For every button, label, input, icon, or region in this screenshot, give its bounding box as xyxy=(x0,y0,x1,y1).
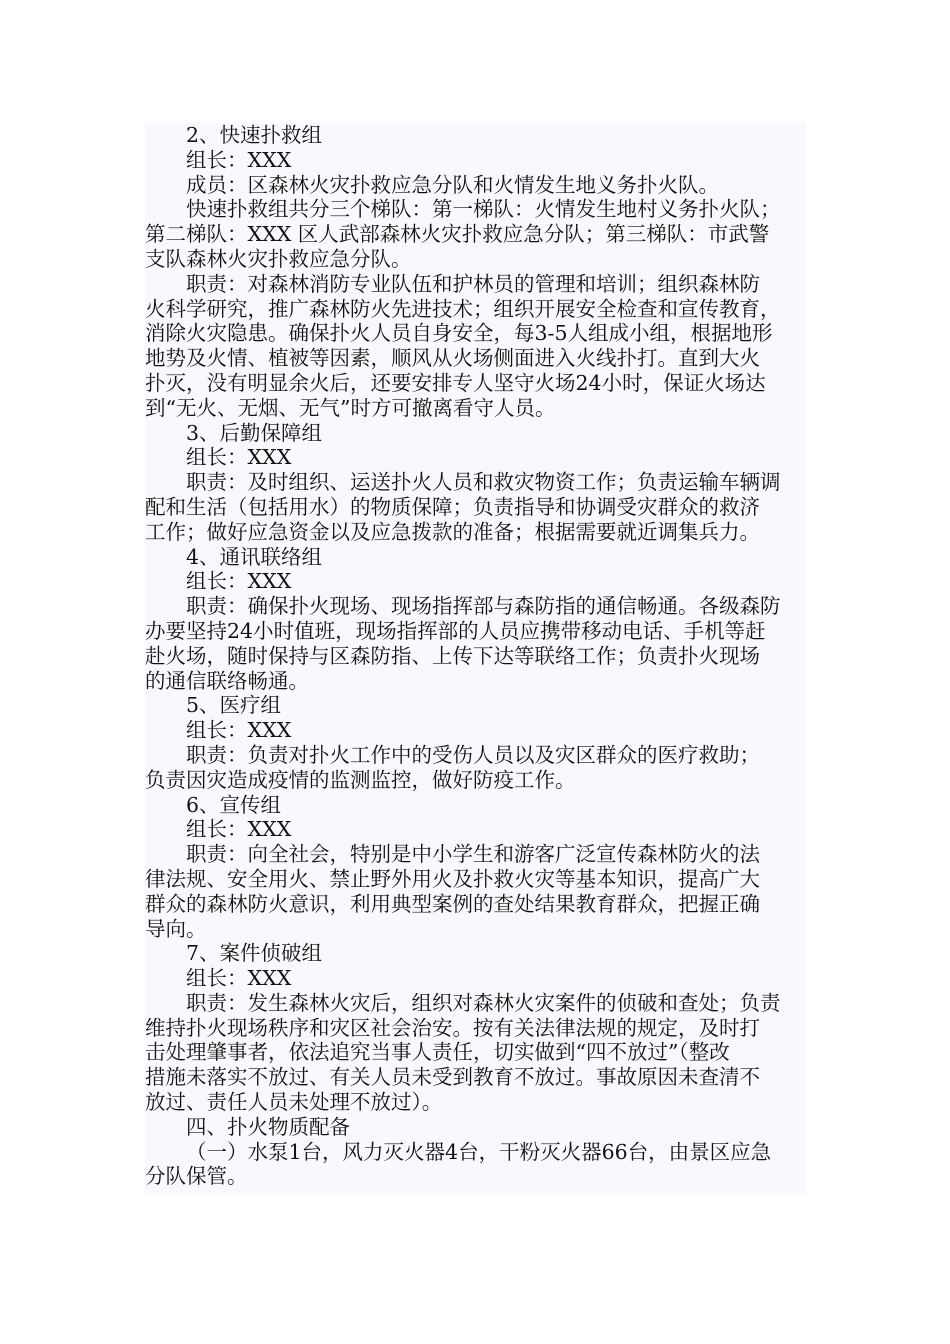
text-line: 律法规、安全用火、禁止野外用火及扑救火灾等基本知识，提高广大 xyxy=(145,866,760,891)
text-line: 办要坚持24小时值班，现场指挥部的人员应携带移动电话、手机等赶 xyxy=(145,618,766,643)
text-line: 职责：确保扑火现场、现场指挥部与森防指的通信畅通。各级森防 xyxy=(186,594,781,619)
document-body xyxy=(145,123,806,1195)
text-line: 快速扑救组共分三个梯队：第一梯队：火情发生地村义务扑火队； xyxy=(186,197,781,222)
text-line: 7、案件侦破组 xyxy=(186,941,323,966)
text-line: 击处理肇事者，依法追究当事人责任，切实做到“四不放过”（整改 xyxy=(145,1040,730,1065)
text-line: 职责：对森林消防专业队伍和护林员的管理和培训；组织森林防 xyxy=(186,271,760,296)
text-line: 组长：XXX xyxy=(186,817,292,842)
text-line: 措施未落实不放过、有关人员未受到教育不放过。事故原因未查清不 xyxy=(145,1065,760,1090)
text-line: 组长：XXX xyxy=(186,966,292,991)
text-line: 支队森林火灾扑救应急分队。 xyxy=(145,246,412,271)
text-line: 组长：XXX xyxy=(186,445,292,470)
text-line: 火科学研究，推广森林防火先进技术；组织开展安全检查和宣传教育， xyxy=(145,296,781,321)
text-line: 5、医疗组 xyxy=(186,693,282,718)
text-line: 放过、责任人员未处理不放过）。 xyxy=(145,1090,443,1115)
text-line: 第二梯队：XXX 区人武部森林火灾扑救应急分队；第三梯队：市武警 xyxy=(145,222,770,247)
text-line: 职责：向全社会，特别是中小学生和游客广泛宣传森林防火的法 xyxy=(186,842,760,867)
text-line: 4、通讯联络组 xyxy=(186,544,323,569)
text-line: 四、扑火物质配备 xyxy=(186,1114,350,1139)
text-line: 扑灭，没有明显余火后，还要安排专人坚守火场24小时，保证火场达 xyxy=(145,370,766,395)
text-line: 的通信联络畅通。 xyxy=(145,668,309,693)
text-line: 地势及火情、植被等因素，顺风从火场侧面进入火线扑打。直到大火 xyxy=(145,346,760,371)
text-line: 负责因灾造成疫情的监测监控，做好防疫工作。 xyxy=(145,767,576,792)
text-line: 维持扑火现场秩序和灾区社会治安。按有关法律法规的规定，及时打 xyxy=(145,1015,760,1040)
text-line: 工作；做好应急资金以及应急拨款的准备；根据需要就近调集兵力。 xyxy=(145,519,760,544)
text-line: 职责：发生森林火灾后，组织对森林火灾案件的侦破和查处；负责 xyxy=(186,990,781,1015)
text-line: 赴火场，随时保持与区森防指、上传下达等联络工作；负责扑火现场 xyxy=(145,643,760,668)
text-line: 群众的森林防火意识，利用典型案例的查处结果教育群众，把握正确 xyxy=(145,891,760,916)
text-line: 到“无火、无烟、无气”时方可撤离看守人员。 xyxy=(145,395,556,420)
text-line: 导向。 xyxy=(145,916,207,941)
text-line: 6、宣传组 xyxy=(186,792,282,817)
text-line: （一）水泵1台，风力灭火器4台，干粉灭火器66台，由景区应急 xyxy=(186,1139,772,1164)
text-line: 组长：XXX xyxy=(186,718,292,743)
text-line: 组长：XXX xyxy=(186,569,292,594)
text-line: 消除火灾隐患。确保扑火人员自身安全，每3-5人组成小组，根据地形 xyxy=(145,321,773,346)
text-line: 2、快速扑救组 xyxy=(186,123,323,147)
text-line: 3、后勤保障组 xyxy=(186,420,323,445)
text-line: 职责：负责对扑火工作中的受伤人员以及灾区群众的医疗救助； xyxy=(186,742,760,767)
text-line: 分队保管。 xyxy=(145,1164,248,1189)
text-line: 组长：XXX xyxy=(186,147,292,172)
text-line: 配和生活（包括用水）的物质保障；负责指导和协调受灾群众的救济 xyxy=(145,494,760,519)
text-line: 成员：区森林火灾扑救应急分队和火情发生地义务扑火队。 xyxy=(186,172,719,197)
text-line: 职责：及时组织、运送扑火人员和救灾物资工作；负责运输车辆调 xyxy=(186,470,781,495)
